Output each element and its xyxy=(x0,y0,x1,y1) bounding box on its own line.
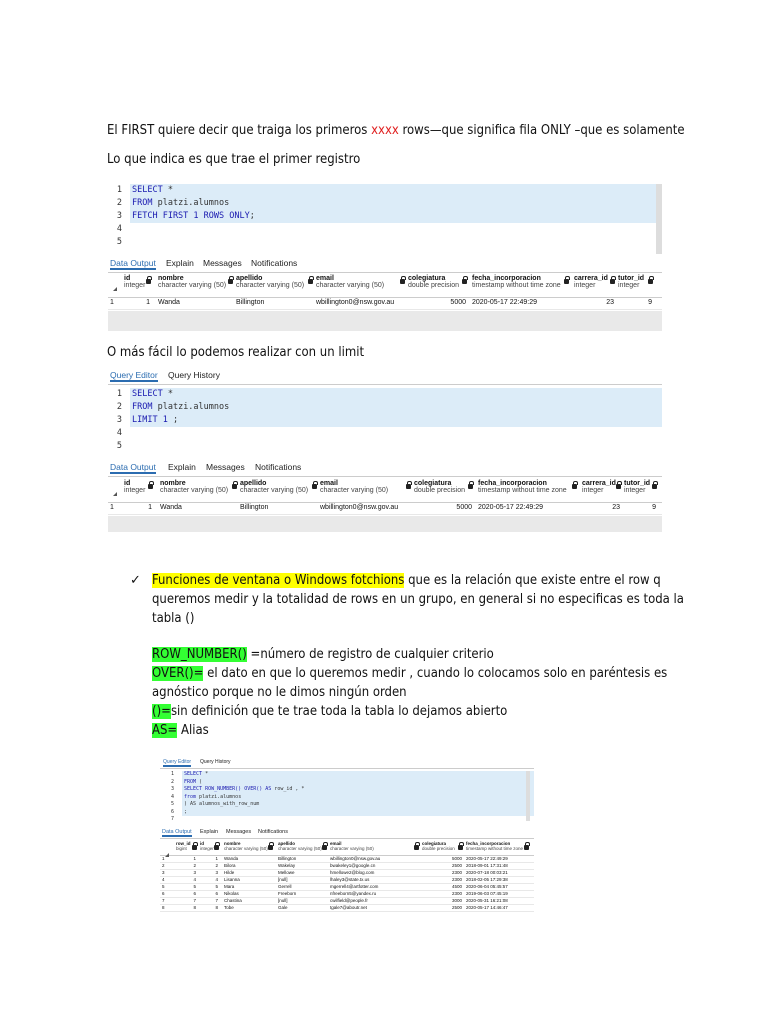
result-tabs xyxy=(108,258,662,273)
code-text: FETCH FIRST 1 ROWS ONLY; xyxy=(130,210,662,223)
table-cell[interactable]: Gale xyxy=(278,905,288,910)
code-text: FROM ( xyxy=(182,779,534,787)
editor-tabs xyxy=(160,759,534,769)
column-header-nombre[interactable] xyxy=(160,480,230,494)
column-header-apellido[interactable] xyxy=(240,480,310,494)
lock-icon xyxy=(312,484,317,489)
lock-icon xyxy=(414,845,419,850)
table-cell[interactable]: Wanda xyxy=(158,299,180,306)
column-type: integer xyxy=(200,846,214,851)
lock-icon xyxy=(146,279,151,284)
editor-scrollbar[interactable] xyxy=(656,184,662,254)
table-cell[interactable]: Chastina xyxy=(224,898,242,903)
table-cell[interactable]: 9 xyxy=(652,504,656,511)
table-cell[interactable]: 5 xyxy=(193,884,196,889)
column-type: timestamp without time zone xyxy=(466,846,524,851)
code-line[interactable] xyxy=(108,401,662,414)
code-text: ) AS alumnos_with_row_num xyxy=(182,801,534,809)
tab-explain[interactable]: Explain xyxy=(200,829,219,835)
table-cell[interactable]: 6 xyxy=(193,891,196,896)
line-number: 2 xyxy=(170,778,174,785)
column-type: double precision xyxy=(422,846,455,851)
lock-icon xyxy=(458,845,463,850)
tab-notifications[interactable]: Notifications xyxy=(255,462,302,472)
table-cell[interactable]: 6 xyxy=(215,891,218,896)
code-line[interactable] xyxy=(160,794,534,802)
column-header-carrera-id[interactable] xyxy=(574,275,608,289)
editor-scrollbar[interactable] xyxy=(526,771,530,821)
table-cell[interactable]: 2 xyxy=(215,863,218,868)
column-type: bigint xyxy=(176,846,187,851)
column-name: nombre xyxy=(160,480,186,487)
column-header-id[interactable] xyxy=(124,480,146,494)
column-name: colegiatura xyxy=(414,480,452,487)
table-cell[interactable]: [null] xyxy=(278,898,288,903)
lock-icon xyxy=(524,845,529,850)
line-number: 4 xyxy=(170,793,174,800)
highlight-text: Funciones de xyxy=(152,573,233,588)
def-row-number xyxy=(152,647,494,662)
line-number: 2 xyxy=(116,402,122,412)
code-text: from platzi.alumnos xyxy=(182,794,534,802)
column-name: fecha_incorporacion xyxy=(466,841,511,846)
code-line[interactable] xyxy=(160,809,534,817)
tab-query-editor[interactable]: Query Editor xyxy=(110,370,158,380)
column-name: email xyxy=(330,841,342,846)
paragraph-registro: Lo que indica es que trae el primer registro xyxy=(107,152,361,167)
sort-corner-icon[interactable] xyxy=(113,492,117,496)
column-header-row-id[interactable] xyxy=(176,841,190,851)
lock-icon xyxy=(462,279,467,284)
line-number: 5 xyxy=(116,441,122,451)
def-over-cont xyxy=(152,685,407,700)
column-type: double precision xyxy=(408,282,459,289)
grid-empty-area xyxy=(108,311,662,331)
bullet-line-3: tabla () xyxy=(152,611,195,626)
table-cell[interactable]: 2300 xyxy=(451,891,462,896)
column-type: double precision xyxy=(414,487,465,494)
line-number: 2 xyxy=(116,198,122,208)
lock-icon xyxy=(232,484,237,489)
code-line[interactable] xyxy=(160,779,534,787)
column-name: colegiatura xyxy=(408,275,446,282)
table-cell[interactable]: 9 xyxy=(648,299,652,306)
table-cell[interactable]: 8 xyxy=(162,905,165,910)
column-type: character varying (50) xyxy=(240,487,309,494)
table-cell[interactable]: 1 xyxy=(110,504,114,511)
code-text: FROM platzi.alumnos xyxy=(130,197,662,210)
lock-icon xyxy=(308,279,313,284)
table-cell[interactable]: 1 xyxy=(215,856,218,861)
table-cell[interactable]: Mellowe xyxy=(278,870,295,875)
code-line[interactable] xyxy=(160,801,534,809)
table-cell[interactable]: 7 xyxy=(162,898,165,903)
column-header-fecha-incorporacion[interactable] xyxy=(478,480,570,494)
table-cell[interactable]: 2020-05-17 22:49:29 xyxy=(466,856,508,861)
table-cell[interactable]: Freeborn xyxy=(278,891,297,896)
table-cell[interactable]: 2018-02-05 17:29:38 xyxy=(466,877,508,882)
term: OVER()= xyxy=(152,666,204,681)
term: ()= xyxy=(152,704,171,719)
grid-empty-area xyxy=(108,516,662,532)
grid-header xyxy=(160,841,534,856)
tab-messages[interactable]: Messages xyxy=(226,829,252,835)
tab-data-output[interactable]: Data Output xyxy=(162,829,192,835)
column-name: apellido xyxy=(278,841,296,846)
code-line[interactable] xyxy=(108,388,662,401)
line-number: 1 xyxy=(116,185,122,195)
column-header-colegiatura[interactable] xyxy=(422,841,456,851)
line-number: 6 xyxy=(170,808,174,815)
table-cell[interactable]: Billington xyxy=(240,504,269,511)
table-cell[interactable]: 5000 xyxy=(451,856,462,861)
lock-icon xyxy=(400,279,405,284)
highlight-red-text: xxxx xyxy=(371,123,399,138)
def-over xyxy=(152,666,667,681)
column-type: character varying (50) xyxy=(236,282,305,289)
table-cell[interactable]: Wanda xyxy=(224,856,239,861)
column-name: fecha_incorporacion xyxy=(478,480,547,487)
term: ROW_NUMBER() xyxy=(152,647,247,662)
column-type: integer xyxy=(124,487,146,494)
column-header-tutor-id[interactable] xyxy=(624,480,650,494)
def-parentheses xyxy=(152,704,507,719)
column-name: apellido xyxy=(236,275,263,282)
grid-header xyxy=(108,480,662,503)
line-number: 3 xyxy=(116,415,122,425)
column-name: email xyxy=(316,275,334,282)
code-line[interactable] xyxy=(108,184,662,197)
lock-icon xyxy=(322,845,327,850)
column-header-colegiatura[interactable] xyxy=(414,480,466,494)
lock-icon xyxy=(610,279,615,284)
grid-header xyxy=(108,275,662,298)
column-type: character varying (50) xyxy=(158,282,227,289)
table-cell[interactable]: 2500 xyxy=(451,863,462,868)
code-text: SELECT * xyxy=(130,184,662,197)
table-cell[interactable]: 3000 xyxy=(451,898,462,903)
result-grid xyxy=(160,841,534,909)
paragraph-first xyxy=(107,123,685,138)
table-cell[interactable]: 7 xyxy=(215,898,218,903)
table-cell[interactable]: bwakeley1@google.cn xyxy=(330,863,376,868)
table-cell[interactable]: 1 xyxy=(110,299,114,306)
table-cell[interactable]: 8 xyxy=(193,905,196,910)
lock-icon xyxy=(468,484,473,489)
table-cell[interactable]: 2020-07-18 00:03:21 xyxy=(466,870,508,875)
table-cell[interactable]: 5000 xyxy=(450,299,466,306)
line-number: 5 xyxy=(116,237,122,247)
column-type: integer xyxy=(124,282,146,289)
column-type: character varying (50) xyxy=(316,282,385,289)
column-name: tutor_id xyxy=(624,480,651,487)
table-cell[interactable]: 1 xyxy=(193,856,196,861)
column-name: tutor_id xyxy=(618,275,645,282)
table-cell[interactable]: Lisanna xyxy=(224,877,240,882)
table-cell[interactable]: Billington xyxy=(236,299,265,306)
table-cell[interactable]: Wanda xyxy=(160,504,182,511)
table-cell[interactable]: Tobe xyxy=(224,905,234,910)
table-cell[interactable]: 2 xyxy=(193,863,196,868)
table-cell[interactable]: wbillington0@nsw.gov.au xyxy=(316,299,395,306)
table-cell[interactable]: [null] xyxy=(278,877,288,882)
column-type: timestamp without time zone xyxy=(472,282,561,289)
table-cell[interactable]: 23 xyxy=(612,504,620,511)
sort-corner-icon[interactable] xyxy=(113,287,117,291)
code-text: SELECT * xyxy=(182,771,534,779)
table-cell[interactable]: 4 xyxy=(162,877,165,882)
column-header-fecha-incorporacion[interactable] xyxy=(466,841,522,851)
lock-icon xyxy=(648,279,653,284)
column-name: carrera_id xyxy=(574,275,608,282)
text: El FIRST quiere decir que traiga los primeros xyxy=(107,123,372,138)
column-name: row_id xyxy=(176,841,191,846)
table-cell[interactable]: 1 xyxy=(148,504,152,511)
line-number: 1 xyxy=(116,389,122,399)
table-cell[interactable]: 2018-09-01 17:31:48 xyxy=(466,863,508,868)
table-cell[interactable]: cwilfield@people.fr xyxy=(330,898,368,903)
query-editor[interactable] xyxy=(108,184,662,256)
table-cell[interactable]: 3 xyxy=(215,870,218,875)
table-row[interactable] xyxy=(160,904,534,912)
lock-icon xyxy=(214,845,219,850)
table-cell[interactable]: 4500 xyxy=(451,884,462,889)
lock-icon xyxy=(572,484,577,489)
column-header-colegiatura[interactable] xyxy=(408,275,460,289)
table-cell[interactable]: wbillington0@nsw.gov.au xyxy=(320,504,399,511)
tab-notifications[interactable]: Notifications xyxy=(258,829,288,835)
table-cell[interactable]: 5000 xyxy=(456,504,472,511)
table-cell[interactable]: 2300 xyxy=(451,877,462,882)
line-number: 3 xyxy=(116,211,122,221)
table-cell[interactable]: wbillington0@nsw.gov.au xyxy=(330,856,381,861)
table-cell[interactable]: 2300 xyxy=(451,870,462,875)
column-header-carrera-id[interactable] xyxy=(582,480,614,494)
tab-query-history[interactable]: Query History xyxy=(200,759,231,765)
column-type: character varying (50) xyxy=(224,846,268,851)
code-text: SELECT ROW_NUMBER() OVER() AS row_id , * xyxy=(182,786,534,794)
pgadmin-screenshot-1 xyxy=(108,184,662,331)
column-type: character varying (50) xyxy=(160,487,229,494)
column-header-email[interactable] xyxy=(330,841,412,851)
table-cell[interactable]: 4 xyxy=(215,877,218,882)
line-number: 5 xyxy=(170,801,174,807)
result-grid xyxy=(108,275,662,331)
line-number: 4 xyxy=(116,224,122,234)
column-header-nombre[interactable] xyxy=(224,841,266,851)
table-cell[interactable]: 7 xyxy=(193,898,196,903)
code-line[interactable] xyxy=(108,414,662,427)
tab-messages[interactable]: Messages xyxy=(203,258,242,268)
text: el dato en que lo queremos medir , cuando lo colocamos solo en paréntesis es xyxy=(203,666,668,681)
column-header-id[interactable] xyxy=(200,841,212,851)
line-number: 4 xyxy=(116,428,122,438)
bullet-line-2: queremos medir y la totalidad de rows en un grupo, en general si no especificas es toda la xyxy=(152,592,684,607)
table-cell[interactable]: 2 xyxy=(162,863,165,868)
code-line[interactable] xyxy=(108,427,662,440)
column-name: carrera_id xyxy=(582,480,616,487)
table-cell[interactable]: mgerrell4@artfotter.com xyxy=(330,884,379,889)
column-header-fecha-incorporacion[interactable] xyxy=(472,275,562,289)
table-cell[interactable]: 2020-05-17 14:46:47 xyxy=(466,905,508,910)
column-name: id xyxy=(124,275,131,282)
paragraph-limit: O más fácil lo podemos realizar con un limit xyxy=(107,345,365,360)
tab-data-output[interactable]: Data Output xyxy=(110,462,156,472)
code-line[interactable] xyxy=(160,816,534,824)
lock-icon xyxy=(406,484,411,489)
line-number: 7 xyxy=(170,816,174,822)
code-text: ; xyxy=(182,809,534,817)
table-cell[interactable]: Hilde xyxy=(224,870,235,875)
pgadmin-screenshot-2 xyxy=(108,370,662,532)
column-header-email[interactable] xyxy=(316,275,398,289)
table-cell[interactable]: 3 xyxy=(193,870,196,875)
table-cell[interactable]: 2020-05-17 22:49:29 xyxy=(472,299,537,306)
table-cell[interactable]: Bilora xyxy=(224,863,236,868)
table-cell[interactable]: lhaley3@state.tx.us xyxy=(330,877,370,882)
column-name: apellido xyxy=(240,480,267,487)
text: rows—que significa fila ONLY –que es solamente xyxy=(398,123,685,138)
column-type: character varying (50) xyxy=(278,846,322,851)
tab-query-history[interactable]: Query History xyxy=(168,370,220,380)
table-cell[interactable]: 2020-05-17 22:49:29 xyxy=(478,504,543,511)
line-number: 1 xyxy=(170,771,174,777)
column-header-id[interactable] xyxy=(124,275,144,289)
table-row[interactable] xyxy=(108,297,662,310)
code-line[interactable] xyxy=(160,786,534,794)
table-cell[interactable]: 4 xyxy=(193,877,196,882)
tab-explain[interactable]: Explain xyxy=(166,258,194,268)
table-cell[interactable]: nfreeborn5@yandex.ru xyxy=(330,891,377,896)
column-header-apellido[interactable] xyxy=(278,841,320,851)
code-line[interactable] xyxy=(160,771,534,779)
text: sin definición que te trae toda la tabla lo dejamos abierto xyxy=(170,704,508,719)
code-line[interactable] xyxy=(108,223,662,236)
tab-data-output[interactable]: Data Output xyxy=(110,258,156,268)
def-as xyxy=(152,723,209,738)
tab-messages[interactable]: Messages xyxy=(206,462,245,472)
tab-query-editor[interactable]: Query Editor xyxy=(163,759,192,765)
table-cell[interactable]: Wakelay xyxy=(278,863,296,868)
text: que es la relación que existe entre el row q xyxy=(404,573,661,588)
line-number: 3 xyxy=(170,786,174,792)
term: AS= xyxy=(152,723,178,738)
column-header-tutor-id[interactable] xyxy=(618,275,646,289)
column-header-apellido[interactable] xyxy=(236,275,306,289)
table-cell[interactable]: 5 xyxy=(162,884,165,889)
column-name: nombre xyxy=(158,275,184,282)
column-type: integer xyxy=(582,487,604,494)
table-cell[interactable]: 1 xyxy=(146,299,150,306)
lock-icon xyxy=(268,845,273,850)
query-editor[interactable] xyxy=(160,771,534,827)
pgadmin-screenshot-3 xyxy=(160,759,534,909)
column-type: character varying (50) xyxy=(330,846,374,851)
result-tabs xyxy=(160,829,534,839)
lock-icon xyxy=(652,484,657,489)
column-name: fecha_incorporacion xyxy=(472,275,541,282)
code-text: FROM platzi.alumnos xyxy=(130,401,662,414)
column-name: id xyxy=(124,480,131,487)
table-cell[interactable]: 2020-06-04 05:45:57 xyxy=(466,884,508,889)
table-cell[interactable]: 2020-05-31 16:21:08 xyxy=(466,898,508,903)
table-cell[interactable]: Mara xyxy=(224,884,235,889)
column-name: nombre xyxy=(224,841,241,846)
text: =número de registro de cualquier criterio xyxy=(246,647,494,662)
column-type: character varying (50) xyxy=(320,487,389,494)
code-line[interactable] xyxy=(108,440,662,453)
result-tabs xyxy=(108,462,662,477)
column-header-email[interactable] xyxy=(320,480,404,494)
text: Alias xyxy=(177,723,209,738)
lock-icon xyxy=(564,279,569,284)
table-cell[interactable]: 1 xyxy=(162,856,165,861)
table-cell[interactable]: Gerrell xyxy=(278,884,292,889)
table-cell[interactable]: 2500 xyxy=(451,905,462,910)
lock-icon xyxy=(192,845,197,850)
result-grid xyxy=(108,480,662,532)
table-cell[interactable]: 2019-06-03 07:45:19 xyxy=(466,891,508,896)
checkmark-icon: ✓ xyxy=(130,572,141,587)
code-line[interactable] xyxy=(108,197,662,210)
table-row[interactable] xyxy=(108,502,662,515)
lock-icon xyxy=(148,484,153,489)
column-name: colegiatura xyxy=(422,841,447,846)
column-name: email xyxy=(320,480,338,487)
highlight-text: ventana o Windows fotchions xyxy=(232,573,405,588)
lock-icon xyxy=(616,484,621,489)
editor-tabs xyxy=(108,370,662,385)
query-editor[interactable] xyxy=(108,388,662,458)
table-cell[interactable]: tgale7@aboutr.net xyxy=(330,905,367,910)
code-text: LIMIT 1 ; xyxy=(130,414,662,427)
table-cell[interactable]: hmellowe2@blog.com xyxy=(330,870,375,875)
column-type: timestamp without time zone xyxy=(478,487,567,494)
tab-notifications[interactable]: Notifications xyxy=(251,258,298,268)
text: agnóstico porque no le dimos ningún orden xyxy=(152,685,407,700)
table-cell[interactable]: 23 xyxy=(606,299,614,306)
column-name: id xyxy=(200,841,204,846)
column-header-nombre[interactable] xyxy=(158,275,226,289)
column-type: integer xyxy=(618,282,640,289)
table-cell[interactable]: Billington xyxy=(278,856,297,861)
bullet-line-1 xyxy=(152,573,661,588)
table-cell[interactable]: 8 xyxy=(215,905,218,910)
code-line[interactable] xyxy=(108,236,662,249)
code-line[interactable] xyxy=(108,210,662,223)
code-text: SELECT * xyxy=(130,388,662,401)
column-type: integer xyxy=(574,282,596,289)
table-cell[interactable]: 3 xyxy=(162,870,165,875)
tab-explain[interactable]: Explain xyxy=(168,462,196,472)
column-type: integer xyxy=(624,487,646,494)
table-cell[interactable]: 5 xyxy=(215,884,218,889)
table-cell[interactable]: 6 xyxy=(162,891,165,896)
lock-icon xyxy=(228,279,233,284)
table-cell[interactable]: Nikolas xyxy=(224,891,239,896)
